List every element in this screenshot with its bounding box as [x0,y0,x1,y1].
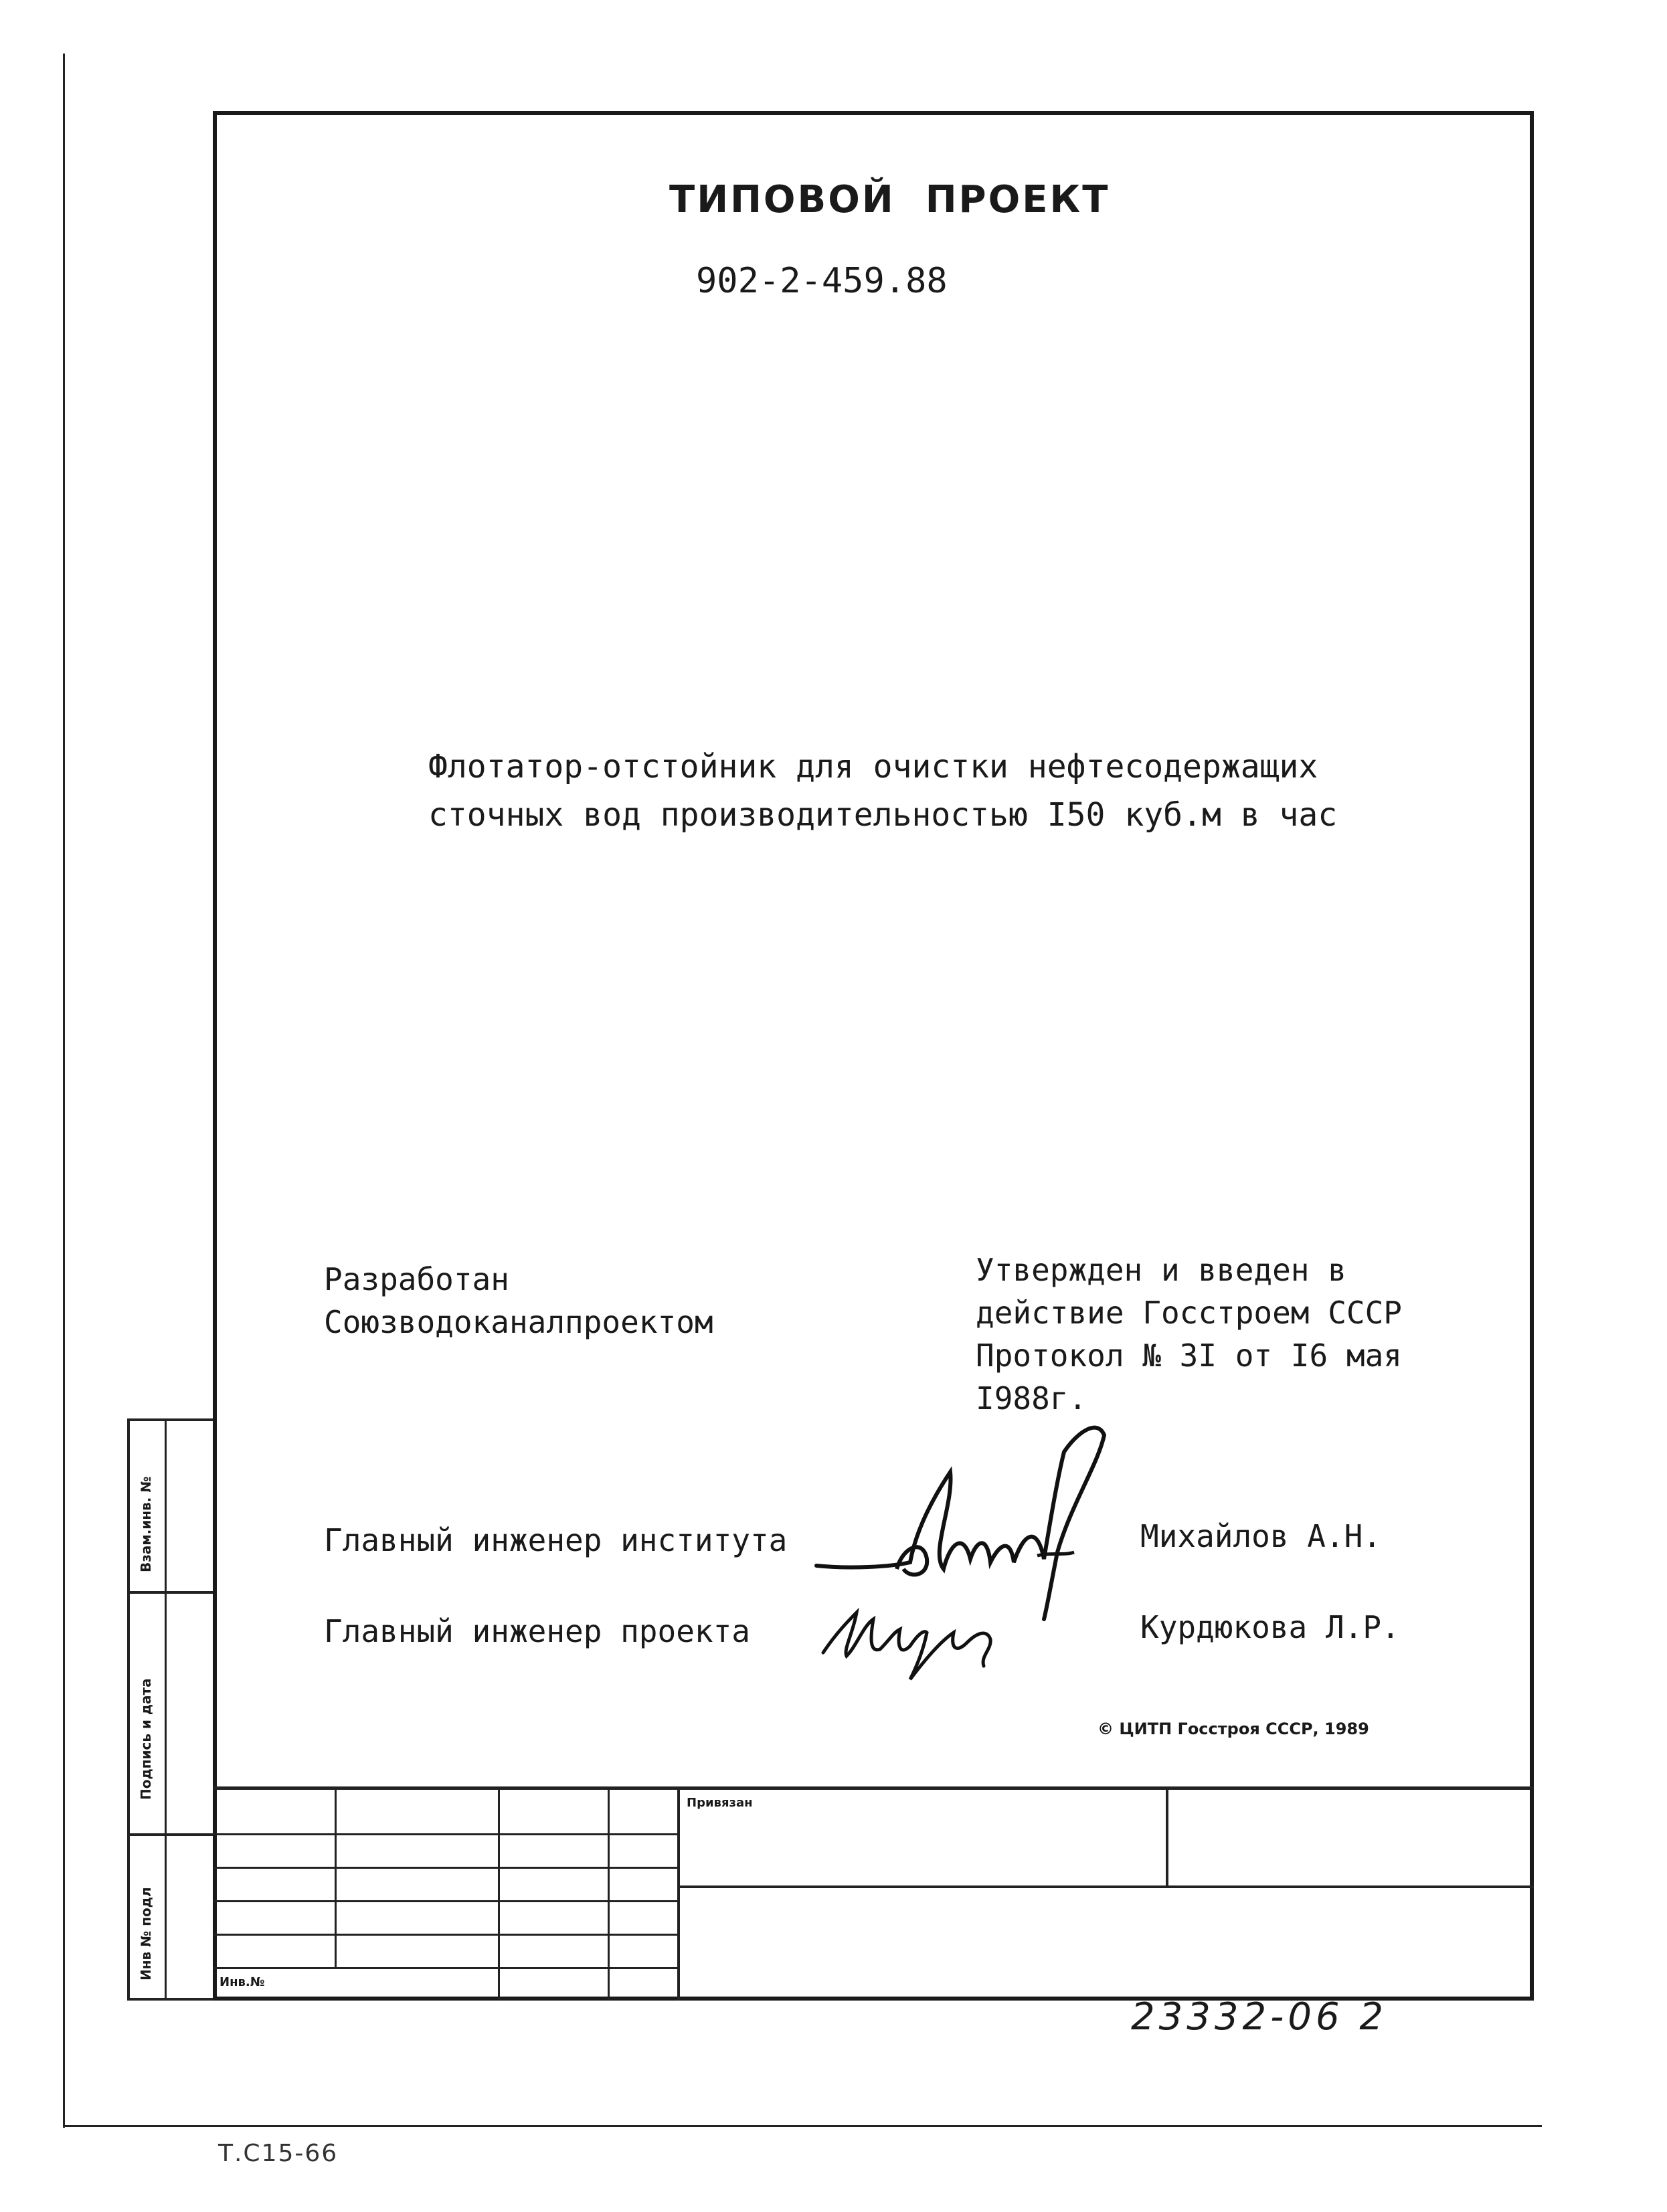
project-subject [428,743,1337,839]
stamp-row-2 [213,1867,677,1869]
copyright-note: © ЦИТП Госстроя СССР, 1989 [1098,1720,1369,1738]
stamp-divider-right [1166,1786,1168,1887]
approval-line-3: Протокол № 3I от I6 мая [976,1338,1402,1374]
approval-block [976,1249,1402,1420]
bottom-binding-line [63,2125,1542,2127]
stamp-col-1 [335,1786,337,1967]
chief-project-name: Курдюкова Л.Р. [1140,1609,1400,1645]
footer-form-code: Т.С15-66 [218,2140,339,2167]
signature-chief-project [816,1592,1017,1686]
stamp-row-5 [213,1967,677,1969]
stamp-row-1 [213,1833,677,1835]
stamp-top-line [213,1786,1534,1790]
side-strip-bottom [127,1998,213,2001]
chief-institute-name: Михайлов А.Н. [1140,1518,1382,1554]
stamp-row-4 [213,1934,677,1936]
chief-institute-label: Главный инженер института [324,1522,788,1558]
subject-line-1: Флотатор-отстойник для очистки нефтесодержащих [428,748,1318,786]
developer-block [324,1258,713,1344]
project-code: 902-2-459.88 [696,261,948,301]
stamp-inv-label: Инв.№ [220,1975,265,1989]
stamp-bound-label: Привязан [687,1796,753,1810]
approval-line-2: действие Госстроем СССР [976,1295,1402,1331]
stamp-mid-line [679,1885,1534,1888]
side-strip-cut-2 [127,1833,213,1836]
handwritten-sheet-number: 23332-06 2 [1131,1995,1388,2039]
side-label-podpis-data: Подпись и дата [138,1678,154,1800]
side-strip-divider [165,1418,167,2001]
subject-line-2: сточных вод производительностью I50 куб.м в час [428,796,1338,834]
approval-line-1: Утвержден и введен в [976,1252,1346,1288]
side-strip-cut-1 [127,1591,213,1594]
developer-line-2: Союзводоканалпроектом [324,1304,713,1340]
stamp-row-3 [213,1900,677,1902]
stamp-divider-main [677,1786,680,2001]
side-label-inv-podl: Инв № подл [138,1887,154,1980]
document-title: ТИПОВОЙ ПРОЕКТ [669,178,1110,221]
side-label-vzam-inv: Взам.инв. № [138,1476,154,1572]
side-strip-outer [127,1418,130,2001]
left-binding-line [63,54,65,2128]
approval-line-4: I988г. [976,1380,1087,1416]
chief-project-label: Главный инженер проекта [324,1613,750,1649]
side-strip-top [127,1418,213,1421]
developer-line-1: Разработан [324,1261,509,1297]
document-frame [213,111,1534,2001]
